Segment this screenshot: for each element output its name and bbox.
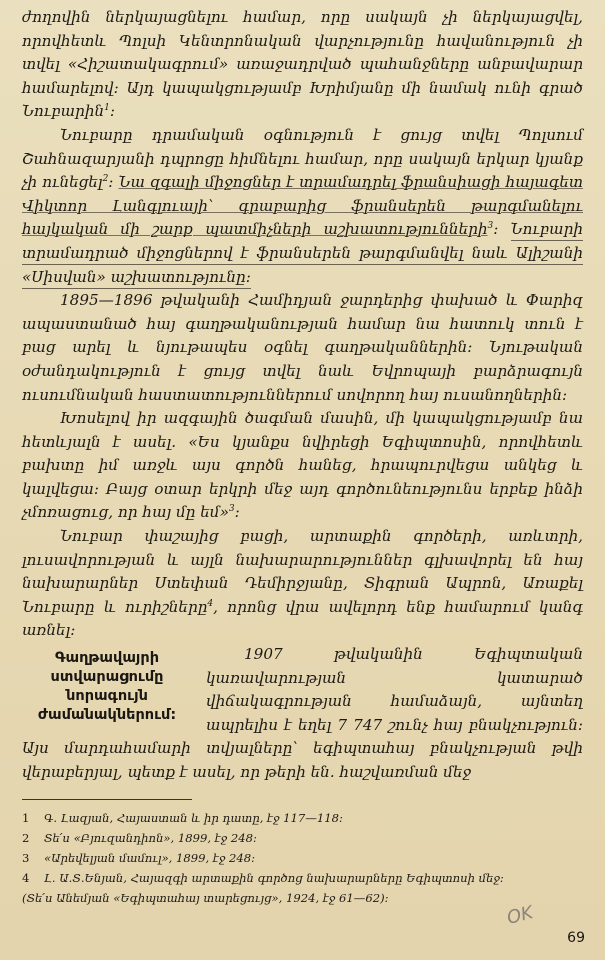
footnote-1: 1 Գ. Լազյան, Հայաստան և իր դատը, էջ 117—118: [22, 810, 343, 825]
footnote-ref-1: 1 [104, 103, 110, 114]
paragraph-6: 1907 թվականին Եգիպտական կառավարության կատարած վիճակագրության համաձայն, այնտեղ ապրելիս է եղել 7 747 շունչ հայ բնակչություն: Այս մարդահամարի տվյալները՝ եգիպտահայ բնակչության թվի վերաբերյալ, պետք է ասել, որ թերի են. հաշվառման մեջ [22, 645, 583, 781]
margin-heading [22, 649, 192, 725]
paragraph-1: ժողովին ներկայացնելու համար, որը սակայն չի ներկայացվել, որովհետև Պոլսի Կենտրոնական վարչությունը հավանություն չի տվել «Հիշատակագրում» առաջադրված պահանջները անբավարար համարելով: Այդ կապակցությամբ Խրիմյանը մի նամակ ունի գրած Նուբարին$^1$: [22, 8, 583, 121]
footnote-ref-3b: 3 [228, 504, 235, 515]
paragraph-5: Նուբար փաշայից բացի, արտաքին գործերի, առևտրի, լուսավորության և այլն նախարարություններ գլխավորել են հայ նախարարներ Ստեփան Դեմիրջյանը, Տիգրան Ապրոն, Առաքել Նուբարը և ուրիշները$^4$, որոնց վրա ավելորդ ենք համարում կանգ առնել: [22, 527, 583, 640]
footnote-ref-2: 2 [102, 174, 109, 185]
margin-heading-line-1: Գաղթավայրի [54, 650, 160, 667]
paragraph-3: 1895—1896 թվականի Համիդյան ջարդերից փախած և Փարիզ ապաստանած հայ գաղթականության համար նա հատուկ տուն է բաց արել և նյութապես օգնել գաղթականներին: Նյութական օժանդակություն է ցույց տվել նաև Եվրոպայի բարձրագույն ուսումնական հաստատություններում սովորող հայ ուսանողներին: [22, 291, 583, 404]
main-text [22, 6, 583, 785]
footnote-2: 2 Տե՛ս «Բյուզանդիոն», 1899, էջ 248: [22, 830, 257, 845]
margin-heading-line-3: նորագույն [66, 688, 148, 705]
footnote-divider [22, 799, 192, 800]
footnote-ref-4: 4 [207, 598, 214, 609]
footnote-4-continued: (Տե՛ս Անեմյան «Եգիպտահայ տարեցույց», 1924, էջ 61—62): [22, 890, 389, 905]
footnotes [22, 808, 583, 908]
marked-passage: Նուբարի տրամադրած միջոցներով է ֆրանսերեն թարգմանվել նաև Ալիշանի «Սիսվան» աշխատությունը: [22, 220, 583, 288]
paragraph-4: Խոսելով իր ազգային ծագման մասին, մի կապակցությամբ նա հետևյալն է ասել. «Ես կյանքս նվիրեցի Եգիպտոսին, որովհետև բախտը իմ առջև այս գործն հանեց, հրապուրվեցա անկեց և կալվեցա: Բայց օտար երկրի մեջ այդ գործունեությունս երբեք ինձի չմոռացուց, որ հայ մը եմ»$^3$: [22, 409, 583, 522]
footnote-3: 3 «Արեվելյան մամուլ», 1899, էջ 248: [22, 850, 256, 865]
underlined-passage: Նա զգալի միջոցներ է տրամադրել ֆրանսիացի հայագետ Վիկտոր Լանգլուայի՝ գրաբարից ֆրանսերեն թարգմանելու հայկական մի շարք պատմիչների աշխատությունների [22, 173, 584, 239]
page-number: 69 [567, 930, 585, 946]
footnote-ref-3: 3 [487, 221, 494, 232]
section-with-sidenote [22, 643, 583, 785]
pencil-annotation: OK [504, 902, 536, 929]
margin-heading-line-2: ստվարացումը [50, 669, 164, 686]
paragraph-2: Նուբարը դրամական օգնություն է ցույց տվել Պոլսում Շահնազարյանի դպրոցը հիմնելու համար, որը սակայն երկար կյանք չի ունեցել$^2$: Նա զգալի միջոցներ է տրամադրել ֆրանսիացի հայագետ Վիկտոր Լանգլուայի՝ գրաբարից ֆրանսերեն թարգմանելու հայկական մի շարք պատմիչների աշխատությունների$^3$: Նուբարի տրամադրած միջոցներով է ֆրանսերեն թարգմանվել նաև Ալիշանի «Սիսվան» աշխատությունը: [22, 124, 583, 289]
footnote-4: 4 Լ. Ա.Տ.Ենյան, Հայազգի արտաքին գործոց նախարարները Եգիպտոսի մեջ: [22, 870, 504, 885]
margin-heading-line-4: ժամանակներում: [37, 707, 177, 724]
